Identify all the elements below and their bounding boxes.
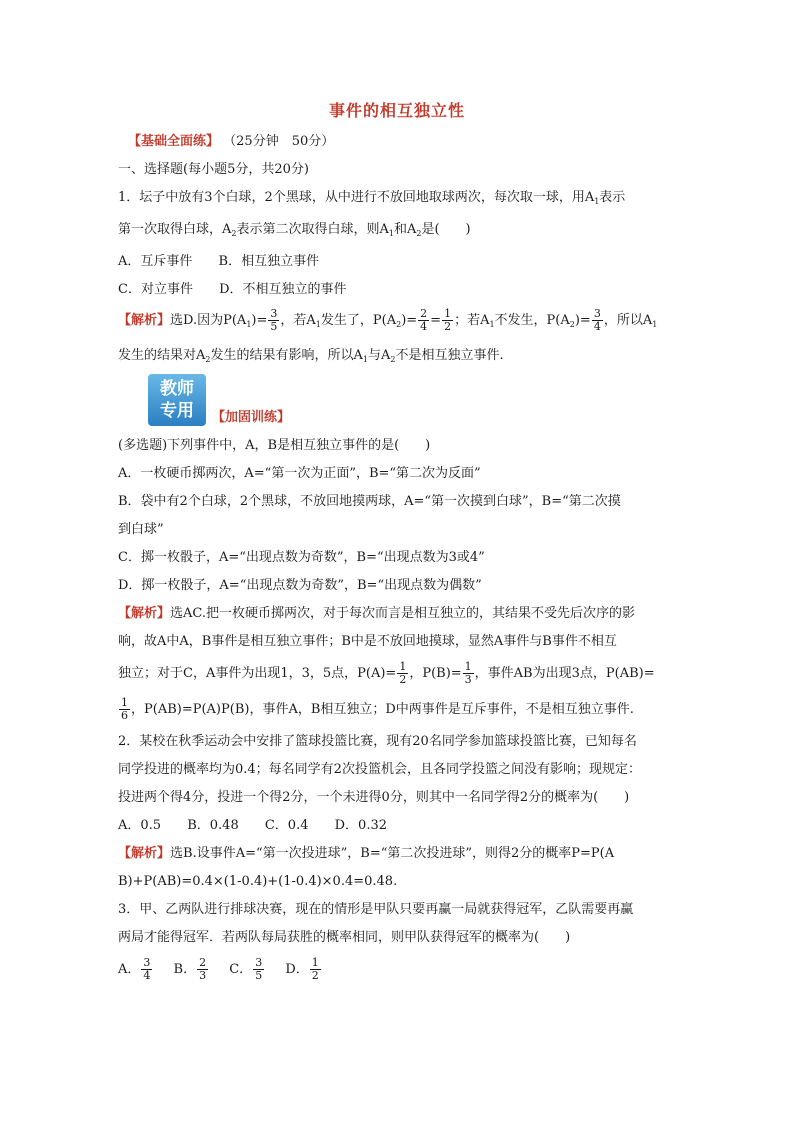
document-body	[118, 128, 678, 988]
section-time: （25分钟 50分）	[223, 134, 335, 149]
analysis-tag: 【解析】	[118, 846, 171, 861]
q1-option-b[interactable]: B．相互独立事件	[218, 254, 320, 269]
section-tag: 【基础全面练】	[128, 134, 220, 149]
practice-option-d[interactable]: D．掷一枚骰子，A=“出现点数为奇数”，B=“出现点数为偶数”	[118, 578, 482, 593]
q2-option-c[interactable]: C．0.4	[264, 818, 309, 833]
analysis-text: ，P(AB)=P(A)P(B)，事件A，B相互独立；D中两事件是互斥事件，不是相互独立事件.	[131, 702, 634, 717]
practice-option-a[interactable]: A．一枚硬币掷两次，A=“第一次为正面”，B=“第二次为反面”	[118, 466, 481, 481]
q1-analysis-line1: 【解析】选D.因为$P(A_1)=$ $\frac{3}{5}$ ，若$A_1$发生了，$P(A_2)=$ $\frac{2}{4}$ = $\frac{1}{2}$ ；若$A_1$不发生，$P(A_2)=$ $\frac{3}{4}$ ，所以$A_1$	[118, 307, 658, 333]
q1-stem-line2: 第一次取得白球，$A_2$表示第二次取得白球，则$A_1$和$A_2$是( )	[118, 222, 471, 238]
analysis-text: 不发生，P(A	[494, 313, 570, 328]
practice-analysis-line4	[118, 692, 678, 728]
part-heading: 一、选择题(每小题5分，共20分)	[118, 162, 309, 177]
q2-stem-line2: 同学投进的概率均为0.4；每名同学有2次投篮机会，且各同学投篮之间没有影响；现规定：	[118, 762, 641, 777]
analysis-text: )=	[574, 313, 591, 328]
q3-stem-line2: 两局才能得冠军．若两队每局获胜的概率相同，则甲队获得冠军的概率为( )	[118, 930, 571, 945]
analysis-text: 发生的结果对A	[118, 348, 206, 363]
fraction: $\frac{3}{5}$	[270, 307, 278, 333]
analysis-text: 与A	[367, 348, 391, 363]
practice-analysis-line1	[118, 600, 678, 628]
analysis-text: ，P(B)=	[409, 666, 462, 681]
q3-option-d[interactable]: D． $\frac{1}{2}$	[285, 956, 319, 982]
analysis-tag: 【解析】	[118, 606, 171, 621]
practice-option-b[interactable]: B．袋中有2个白球，2个黑球，不放回地摸两球，A=“第一次摸到白球”，B=“第二次摸	[118, 494, 621, 509]
q1-text: 表示	[599, 190, 626, 205]
q1-option-d[interactable]: D．不相互独立的事件	[219, 282, 347, 297]
q1-text: 第一次取得白球，A	[118, 222, 232, 237]
badge-text: 专用	[160, 401, 194, 421]
q2-option-a[interactable]: A．0.5	[118, 818, 162, 833]
practice-tag: 【加固训练】	[212, 410, 291, 425]
analysis-text: 独立；对于C，A事件为出现1，3，5点，P(A)=	[118, 666, 397, 681]
teacher-badge-row	[118, 374, 678, 432]
analysis-text: 选D.因为P(A	[170, 313, 247, 328]
practice-analysis-line2: 响，故A中A，B事件是相互独立事件；B中是不放回地摸球，显然A事件与B事件不相互	[118, 634, 617, 649]
q2-analysis-line1	[118, 840, 678, 868]
analysis-text: ，所以A	[603, 313, 653, 328]
q3-option-c[interactable]: C． $\frac{3}{5}$	[229, 956, 263, 982]
fraction: $\frac{2}{4}$	[420, 307, 428, 333]
q1-options-row2	[118, 276, 678, 304]
q1-option-c[interactable]: C．对立事件	[118, 282, 193, 297]
analysis-text: ，事件AB为出现3点，P(AB)=	[474, 666, 655, 681]
analysis-text: ；若A	[454, 313, 490, 328]
q3-option-a[interactable]: A． $\frac{3}{4}$	[118, 956, 151, 982]
practice-analysis-line3	[118, 656, 678, 692]
analysis-text: 发生了，P(A	[320, 313, 397, 328]
q2-options	[118, 812, 678, 840]
analysis-tag: 【解析】	[118, 313, 171, 328]
section-header	[118, 128, 678, 156]
fraction: $\frac{1}{6}$	[121, 696, 128, 722]
q2-stem-line3: 投进两个得4分，投进一个得2分，一个未进得0分，则其中一名同学得2分的概率为( )	[118, 790, 630, 805]
q3-stem-line1: 3．甲、乙两队进行排球决赛，现在的情形是甲队只要再赢一局就获得冠军，乙队需要再赢	[118, 902, 634, 917]
analysis-text: )=	[251, 313, 268, 328]
practice-stem: (多选题)下列事件中，A，B是相互独立事件的是( )	[118, 438, 431, 453]
q1-analysis-line2: 发生的结果对$A_2$发生的结果有影响，所以$A_1$与$A_2$不是相互独立事件.	[118, 348, 504, 364]
page-title: 事件的相互独立性	[328, 101, 465, 120]
analysis-text: )=	[401, 313, 418, 328]
fraction: $\frac{1}{3}$	[464, 660, 472, 686]
q1-text: 1．坛子中放有3个白球，2个黑球，从中进行不放回地取球两次，每次取一球，用A	[118, 190, 595, 205]
q3-options	[118, 952, 678, 988]
fraction: $\frac{3}{4}$	[593, 307, 601, 333]
analysis-text: 选B.设事件A=“第一次投进球”，B=“第二次投进球”，则得2分的概率P=P(A	[170, 846, 615, 861]
badge-text: 教师	[160, 379, 194, 399]
practice-option-b-cont: 到白球”	[118, 522, 164, 537]
analysis-text: ，若A	[280, 313, 316, 328]
q2-analysis-line2: B)+P(AB)=0.4×(1-0.4)+(1-0.4)×0.4=0.48.	[118, 874, 398, 889]
teacher-only-badge	[148, 374, 206, 426]
analysis-text: =	[430, 313, 442, 328]
q1-options-row1	[118, 248, 678, 276]
q1-text: 和A	[393, 222, 417, 237]
analysis-text: 选AC.把一枚硬币掷两次，对于每次而言是相互独立的，其结果不受先后次序的影	[170, 606, 636, 621]
q1-text: 是( )	[421, 222, 471, 237]
q2-option-b[interactable]: B．0.48	[187, 818, 239, 833]
analysis-text: 不是相互独立事件.	[395, 348, 504, 363]
q2-option-d[interactable]: D．0.32	[334, 818, 387, 833]
analysis-text: 发生的结果有影响，所以A	[210, 348, 363, 363]
q1-text: 表示第二次取得白球，则A	[236, 222, 389, 237]
q1-option-a[interactable]: A．互斥事件	[118, 254, 193, 269]
q2-stem-line1: 2．某校在秋季运动会中安排了篮球投篮比赛，现有20名同学参加篮球投篮比赛，已知每名	[118, 734, 637, 749]
q3-option-b[interactable]: B． $\frac{2}{3}$	[173, 956, 207, 982]
practice-option-c[interactable]: C．掷一枚骰子，A=“出现点数为奇数”，B=“出现点数为3或4”	[118, 550, 485, 565]
fraction: $\frac{1}{2}$	[444, 307, 452, 333]
fraction: $\frac{1}{2}$	[399, 660, 407, 686]
q1-stem-line1: 1．坛子中放有3个白球，2个黑球，从中进行不放回地取球两次，每次取一球，用$A_1$表示	[118, 190, 626, 206]
